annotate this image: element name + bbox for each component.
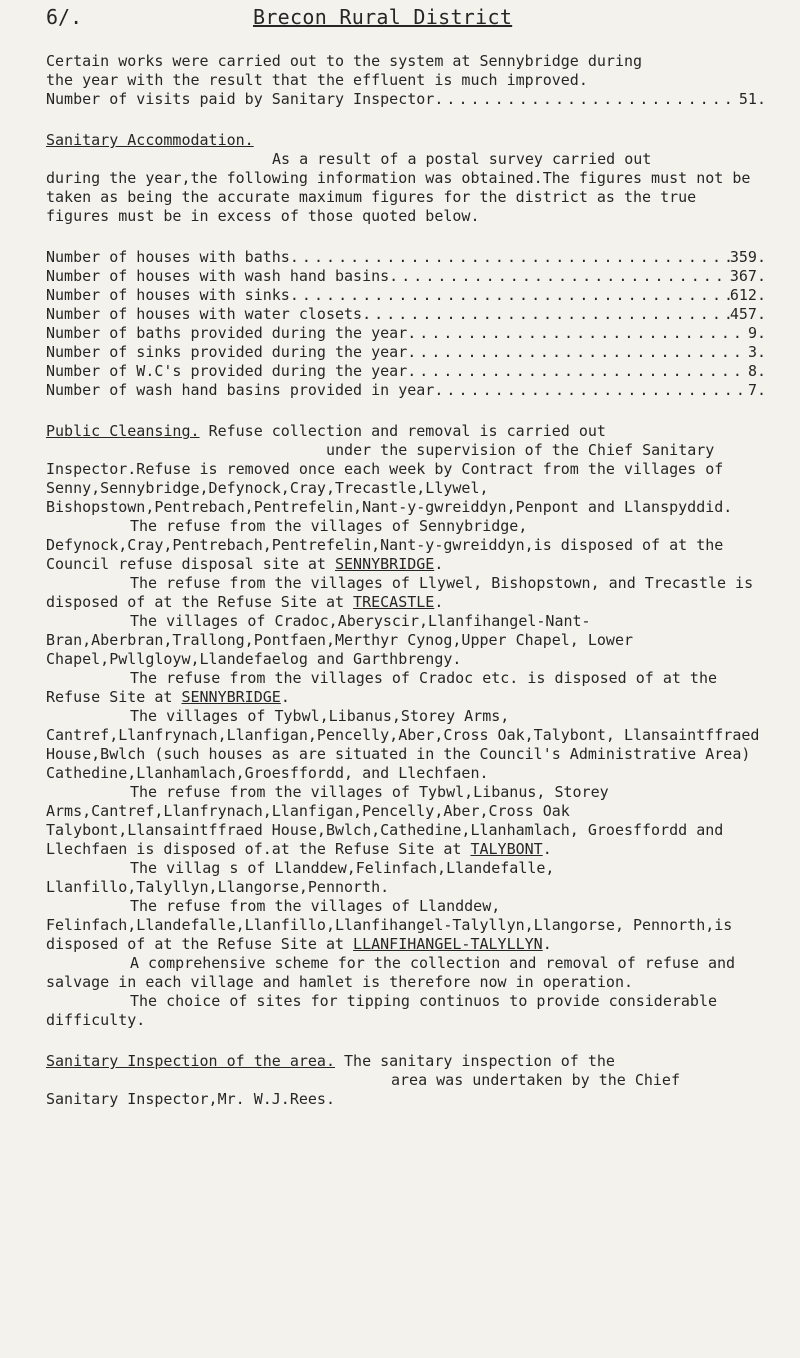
figure-row-baths [46,248,766,267]
refuse-site-llanfihangel-talyllyn: LLANFIHANGEL-TALYLLYN [353,935,543,953]
figure-label: Number of houses with sinks [46,286,290,304]
figure-label: Number of houses with wash hand basins [46,267,390,285]
public-cleansing-heading: Public Cleansing. [46,422,200,440]
cleansing-paragraph-9: The refuse from the villages of Llanddew, Felinfach,Llandefalle,Llanfillo,Llanfihangel-Talyllyn,Llangorse, Pennorth,is disposed of at the Refuse Site at LLANFIHANGEL-TALYLLYN. [46,897,733,953]
figure-row-water-closets [46,305,766,324]
public-cleansing-second-line: under the supervision of the Chief Sanitary [326,441,715,459]
figure-row-baths-provided [46,324,766,343]
figure-value: 9. [747,324,766,342]
cleansing-paragraph-8: The villag s of Llanddew,Felinfach,Llandefalle, Llanfillo,Talyllyn,Llangorse,Pennorth. [46,859,555,896]
sanitary-inspection-last: Sanitary Inspector,Mr. W.J.Rees. [46,1090,335,1108]
page-header [46,0,766,34]
sanitary-accommodation-text: during the year,the following information was obtained.The figures must not be taken as being the accurate maximum figures for the district as the true figures must be in excess of those quoted below. [46,169,751,225]
cleansing-paragraph-7: The refuse from the villages of Tybwl,Libanus, Storey Arms,Cantref,Llanfrynach,Llanfigan,Pencelly,Aber,Cross Oak Talybont,Llansaintffraed House,Bwlch,Cathedine,Llanhamlach, Groesffordd and Llechfaen is disposed of.at the Refuse Site at TALYBONT. [46,783,724,858]
figure-row-basins-provided [46,381,766,400]
figure-label: Number of wash hand basins provided in year [46,381,435,399]
public-cleansing-section [46,422,766,1030]
cleansing-paragraph-10: A comprehensive scheme for the collection and removal of refuse and salvage in each village and hamlet is therefore now in operation. [46,954,736,991]
refuse-site-sennybridge-2: SENNYBRIDGE [181,688,281,706]
intro-paragraph [46,52,766,109]
figure-label: Number of houses with baths [46,248,290,266]
figure-label: Number of baths provided during the year [46,324,408,342]
cleansing-paragraph-4: The villages of Cradoc,Aberyscir,Llanfihangel-Nant-Bran,Aberbran,Trallong,Pontfaen,Merthyr Cynog,Upper Chapel, Lower Chapel,Pwllgloyw,Llandefaelog and Garthbrengy. [46,612,633,668]
sanitary-inspection-heading: Sanitary Inspection of the area. [46,1052,335,1070]
inspector-visits-row [46,90,766,109]
cleansing-paragraph-1: Inspector.Refuse is removed once each week by Contract from the villages of Senny,Sennybridge,Defynock,Cray,Trecastle,Llywel, Bishopstown,Pentrebach,Pentrefelin,Nant-y-gwreiddyn,Penpont and Llanspyddid. [46,460,733,516]
figure-label: Number of houses with water closets [46,305,363,323]
figure-value: 457. [729,305,766,323]
inspector-visits-value: 51. [738,90,766,108]
sanitary-inspection-section [46,1052,766,1109]
sanitary-inspection-first: The sanitary inspection of the [344,1052,615,1070]
page-number: 6/. [46,5,83,29]
figure-row-wash-basins [46,267,766,286]
intro-line-1: Certain works were carried out to the system at Sennybridge during [46,52,643,70]
refuse-site-trecastle: TRECASTLE [353,593,435,611]
figure-value: 367. [729,267,766,285]
figure-value: 7. [747,381,766,399]
cleansing-paragraph-5: The refuse from the villages of Cradoc etc. is disposed of at the Refuse Site at SENNYBRIDGE. [46,669,717,706]
figure-row-sinks-provided [46,343,766,362]
figure-row-wc-provided [46,362,766,381]
sanitary-accommodation-heading: Sanitary Accommodation. [46,131,254,149]
cleansing-paragraph-3: The refuse from the villages of Llywel, Bishopstown, and Trecastle is disposed of at the Refuse Site at TRECASTLE. [46,574,754,611]
refuse-site-sennybridge: SENNYBRIDGE [334,555,435,573]
sanitary-accommodation-first-line: As a result of a postal survey carried out [272,150,652,168]
figure-row-sinks [46,286,766,305]
inspector-visits-label: Number of visits paid by Sanitary Inspector [46,90,435,108]
refuse-site-talybont: TALYBONT [470,840,543,858]
figure-value: 359. [729,248,766,266]
page-title: Brecon Rural District [253,5,513,29]
figure-value: 3. [747,343,766,361]
cleansing-paragraph-11: The choice of sites for tipping continuos to provide considerable difficulty. [46,992,717,1029]
sanitary-figures-list [46,248,766,400]
sanitary-accommodation-section [46,131,766,400]
figure-value: 8. [747,362,766,380]
sanitary-inspection-second: area was undertaken by the Chief [391,1071,680,1089]
figure-label: Number of sinks provided during the year [46,343,408,361]
figure-label: Number of W.C's provided during the year [46,362,408,380]
intro-line-2: the year with the result that the effluent is much improved. [46,71,588,89]
public-cleansing-first-line: Refuse collection and removal is carried out [208,422,606,440]
cleansing-paragraph-6: The villages of Tybwl,Libanus,Storey Arms, Cantref,Llanfrynach,Llanfigan,Pencelly,Aber,Cross Oak,Talybont, Llansaintffraed House,Bwlch (such houses as are situated in the Council's Administrative Area) Cathedine,Llanhamlach,Groesffordd, and Llechfaen. [46,707,760,782]
cleansing-paragraph-2: The refuse from the villages of Sennybridge, Defynock,Cray,Pentrebach,Pentrefelin,Nant-y-gwreiddyn,is disposed of at the Council refuse disposal site at SENNYBRIDGE. [46,517,724,573]
figure-value: 612. [729,286,766,304]
